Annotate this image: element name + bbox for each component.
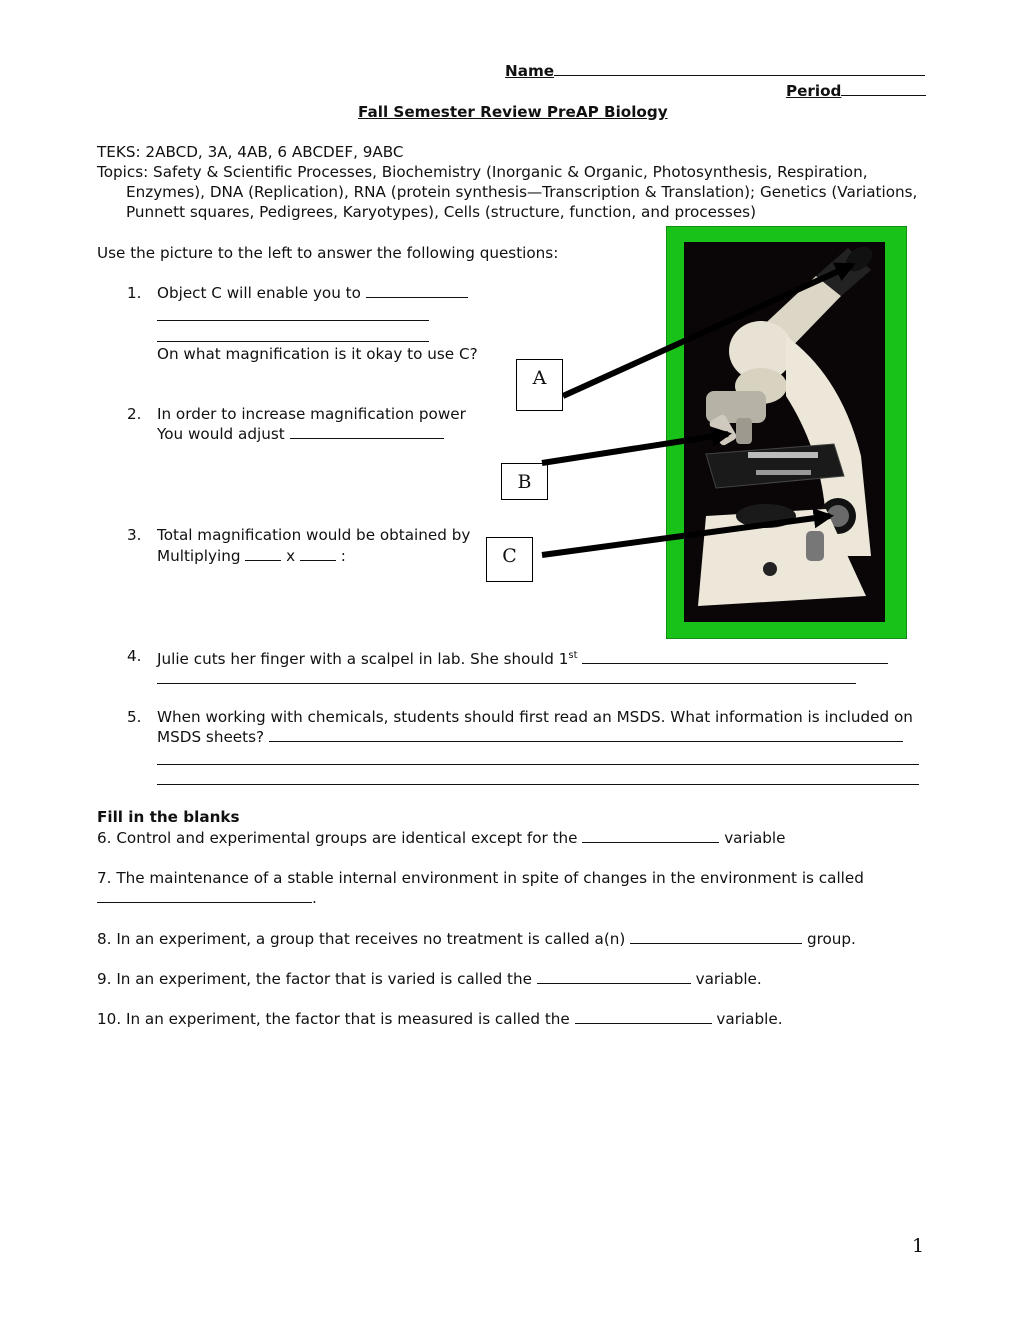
q10-tail: variable.: [716, 1010, 783, 1028]
period-blank[interactable]: [841, 81, 926, 96]
topics-line-1: Topics: Safety & Scientific Processes, Biochemistry (Inorganic & Organic, Photosynthesis, Respiration,: [97, 163, 868, 181]
q5-blank-1[interactable]: [269, 727, 903, 742]
q9-blank[interactable]: [537, 969, 691, 984]
q1-line: [157, 283, 468, 303]
q5-blank-3[interactable]: [157, 784, 919, 785]
q4-line: [157, 646, 888, 669]
page-title: Fall Semester Review PreAP Biology: [358, 103, 668, 121]
q1-blank-3[interactable]: [157, 341, 429, 342]
q5-line-1: When working with chemicals, students should first read an MSDS. What information is included on: [157, 708, 913, 726]
teks-line: TEKS: 2ABCD, 3A, 4AB, 6 ABCDEF, 9ABC: [97, 143, 404, 161]
label-box-a: A: [516, 359, 563, 411]
q6-blank[interactable]: [582, 828, 719, 843]
q5-text: MSDS sheets?: [157, 728, 265, 746]
label-box-c: C: [486, 537, 533, 582]
q5-number: 5.: [127, 708, 142, 726]
q3-number: 3.: [127, 526, 142, 544]
q1-followup: On what magnification is it okay to use C?: [157, 345, 478, 363]
q10-line: [97, 1009, 783, 1029]
fill-heading: Fill in the blanks: [97, 808, 240, 826]
q5-blank-2[interactable]: [157, 764, 919, 765]
q4-text: Julie cuts her finger with a scalpel in lab. She should 1: [157, 650, 569, 669]
label-box-b: B: [501, 463, 548, 500]
q1-number: 1.: [127, 284, 142, 302]
q4-superscript: st: [568, 650, 578, 661]
period-label: Period: [786, 82, 842, 100]
q2-line-1: In order to increase magnification power: [157, 405, 466, 423]
q3-colon: :: [340, 547, 346, 565]
q9-text: 9. In an experiment, the factor that is varied is called the: [97, 970, 532, 988]
q5-line-2: [157, 727, 903, 747]
q2-text: You would adjust: [157, 425, 285, 443]
q7-line: 7. The maintenance of a stable internal environment in spite of changes in the environment is called: [97, 869, 864, 887]
q2-number: 2.: [127, 405, 142, 423]
q10-text: 10. In an experiment, the factor that is measured is called the: [97, 1010, 570, 1028]
q6-line: [97, 828, 785, 848]
period-line: [786, 81, 926, 101]
q2-line-2: [157, 424, 444, 444]
q4-blank-1[interactable]: [582, 649, 888, 664]
q1-blank-1[interactable]: [366, 283, 468, 298]
q6-tail: variable: [724, 829, 786, 847]
q8-line: [97, 929, 856, 949]
q1-text: Object C will enable you to: [157, 284, 361, 302]
q10-blank[interactable]: [575, 1009, 712, 1024]
q3-line-1: Total magnification would be obtained by: [157, 526, 471, 544]
name-line: [505, 61, 925, 81]
microscope-photo: [666, 226, 907, 639]
q4-blank-2[interactable]: [157, 683, 856, 684]
q3-line-2: [157, 546, 346, 566]
q3-blank-1[interactable]: [245, 546, 281, 561]
q1-blank-2[interactable]: [157, 320, 429, 321]
q9-line: [97, 969, 762, 989]
q7-blank[interactable]: [97, 888, 312, 903]
q8-blank[interactable]: [630, 929, 802, 944]
topics-line-2: Enzymes), DNA (Replication), RNA (protein synthesis—Transcription & Translation); Genetics (Variations,: [126, 183, 918, 201]
q6-text: 6. Control and experimental groups are identical except for the: [97, 829, 578, 847]
q3-times: x: [286, 547, 296, 565]
q7-period: .: [312, 889, 317, 907]
q2-blank[interactable]: [290, 424, 444, 439]
topics-line-3: Punnett squares, Pedigrees, Karyotypes), Cells (structure, function, and processes): [126, 203, 756, 221]
q4-number: 4.: [127, 647, 142, 665]
q7-line-2: [97, 888, 317, 908]
q3-text: Multiplying: [157, 547, 241, 565]
q8-tail: group.: [806, 930, 856, 948]
q8-text: 8. In an experiment, a group that receives no treatment is called a(n): [97, 930, 626, 948]
name-blank[interactable]: [554, 61, 925, 76]
instruction: Use the picture to the left to answer the following questions:: [97, 244, 559, 262]
q9-tail: variable.: [695, 970, 762, 988]
name-label: Name: [505, 62, 555, 80]
q3-blank-2[interactable]: [300, 546, 336, 561]
page-number: 1: [912, 1235, 925, 1257]
